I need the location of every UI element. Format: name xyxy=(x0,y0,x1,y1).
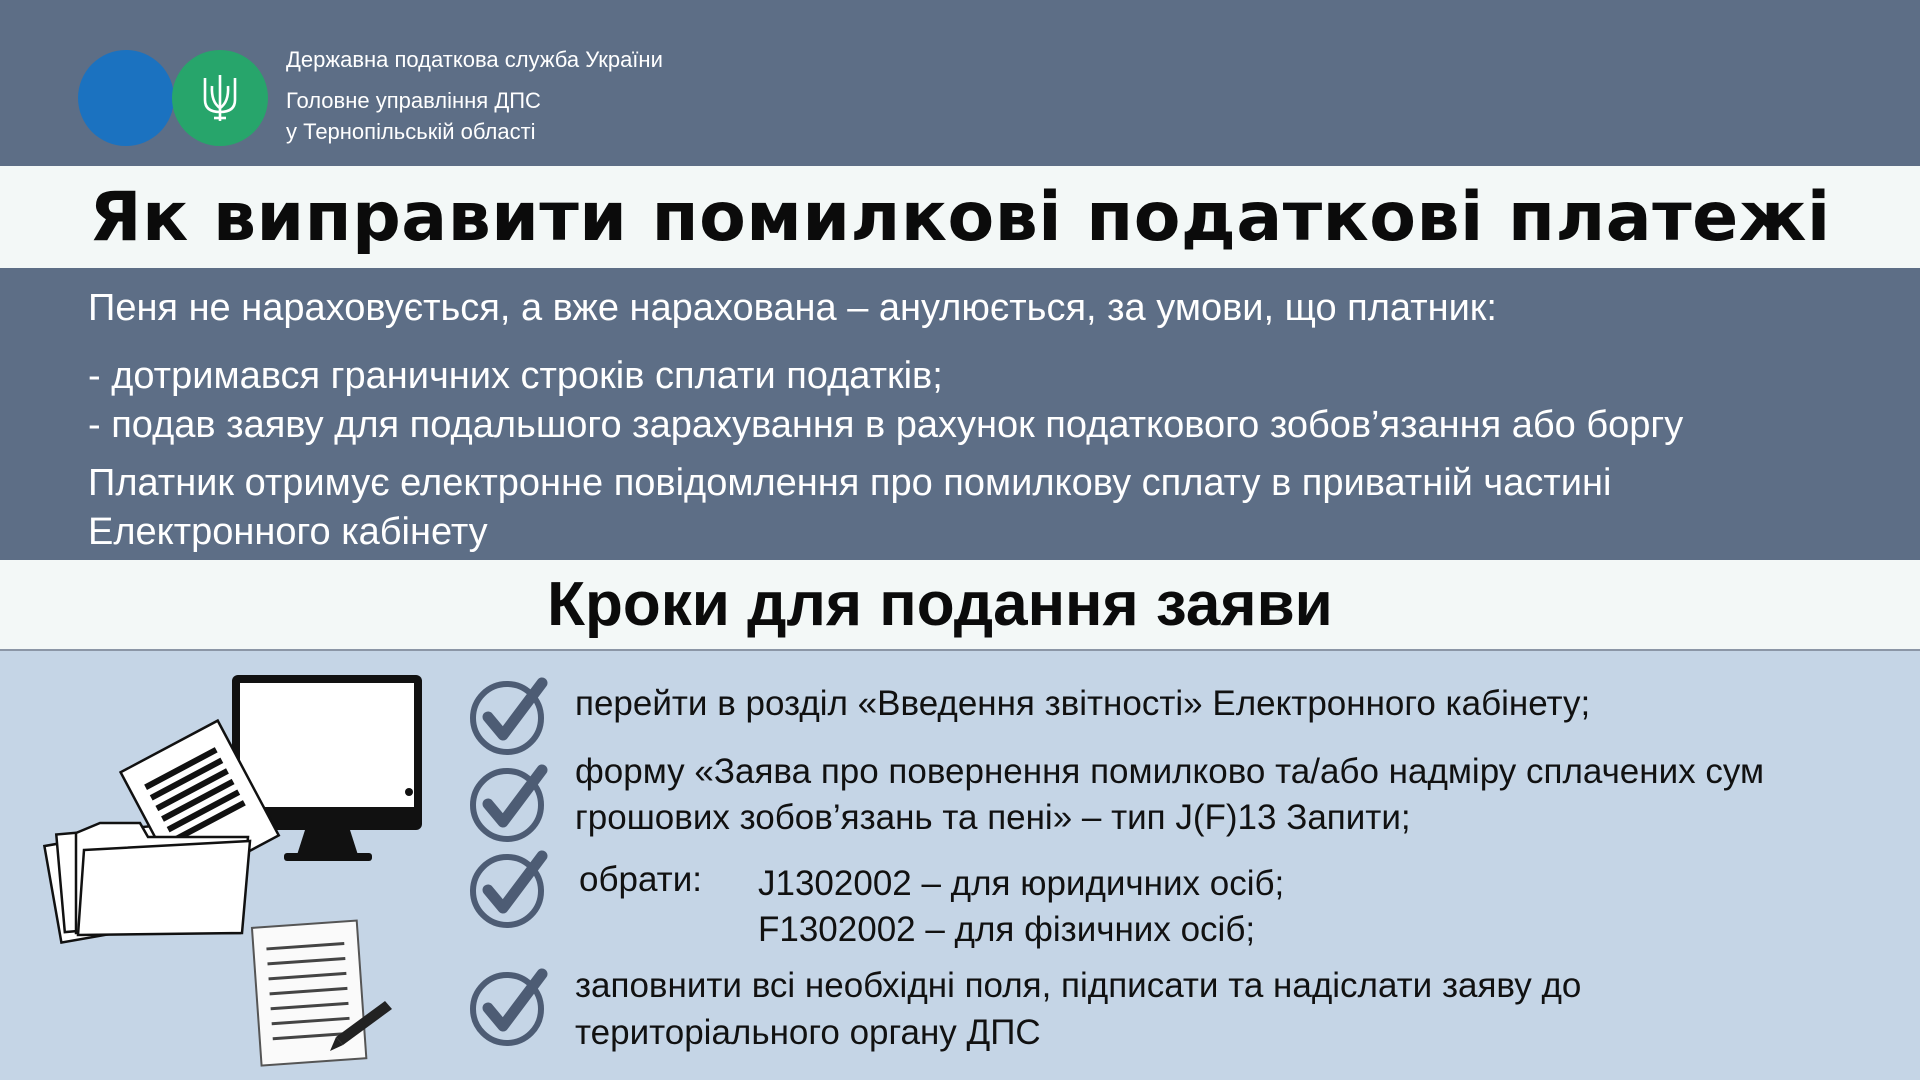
logo-blue-circle xyxy=(78,50,174,146)
condition-2: - подав заяву для подальшого зарахування в рахунок податкового зобов’язання або боргу xyxy=(88,404,1684,446)
title-band xyxy=(0,166,1920,268)
trident-icon xyxy=(200,72,240,124)
step-4-text-line2: територіального органу ДПС xyxy=(575,1013,1041,1052)
info-section xyxy=(0,268,1920,560)
checkmark-icon xyxy=(470,673,552,755)
checkmark-icon xyxy=(470,846,552,928)
checkmark-icon xyxy=(470,964,552,1046)
dept-region: у Тернопільській області xyxy=(286,119,536,144)
notice-line-1: Платник отримує електронне повідомлення про помилкову сплату в приватній частині xyxy=(88,462,1612,504)
logo-green-circle xyxy=(172,50,268,146)
org-name: Державна податкова служба України xyxy=(286,47,663,72)
checkmark-icon xyxy=(470,760,552,842)
steps-title-band xyxy=(0,560,1920,651)
step-1-text: перейти в розділ «Введення звітності» Електронного кабінету; xyxy=(575,684,1591,723)
paper-pen-icon xyxy=(252,921,392,1066)
steps-title: Кроки для подання заяви xyxy=(547,570,1333,639)
documents-computer-illustration xyxy=(40,665,440,1075)
condition-1: - дотримався граничних строків сплати податків; xyxy=(88,355,943,397)
step-3-option-legal: J1302002 – для юридичних осіб; xyxy=(758,864,1285,903)
step-2-text-line1: форму «Заява про повернення помилково та/або надміру сплачених сум xyxy=(575,752,1765,791)
info-intro: Пеня не нараховується, а вже нарахована – анулюється, за умови, що платник: xyxy=(88,287,1497,329)
step-2-text-line2: грошових зобов’язань та пені» – тип J(F)13 Запити; xyxy=(575,798,1411,837)
page-title: Як виправити помилкові податкові платежі xyxy=(89,177,1831,257)
notice-line-2: Електронного кабінету xyxy=(88,511,488,553)
dept-name: Головне управління ДПС xyxy=(286,88,541,113)
step-4-text-line1: заповнити всі необхідні поля, підписати та надіслати заяву до xyxy=(575,966,1582,1005)
header xyxy=(0,0,1920,166)
step-3-option-individual: F1302002 – для фізичних осіб; xyxy=(758,910,1256,949)
step-3-label: обрати: xyxy=(579,860,702,899)
